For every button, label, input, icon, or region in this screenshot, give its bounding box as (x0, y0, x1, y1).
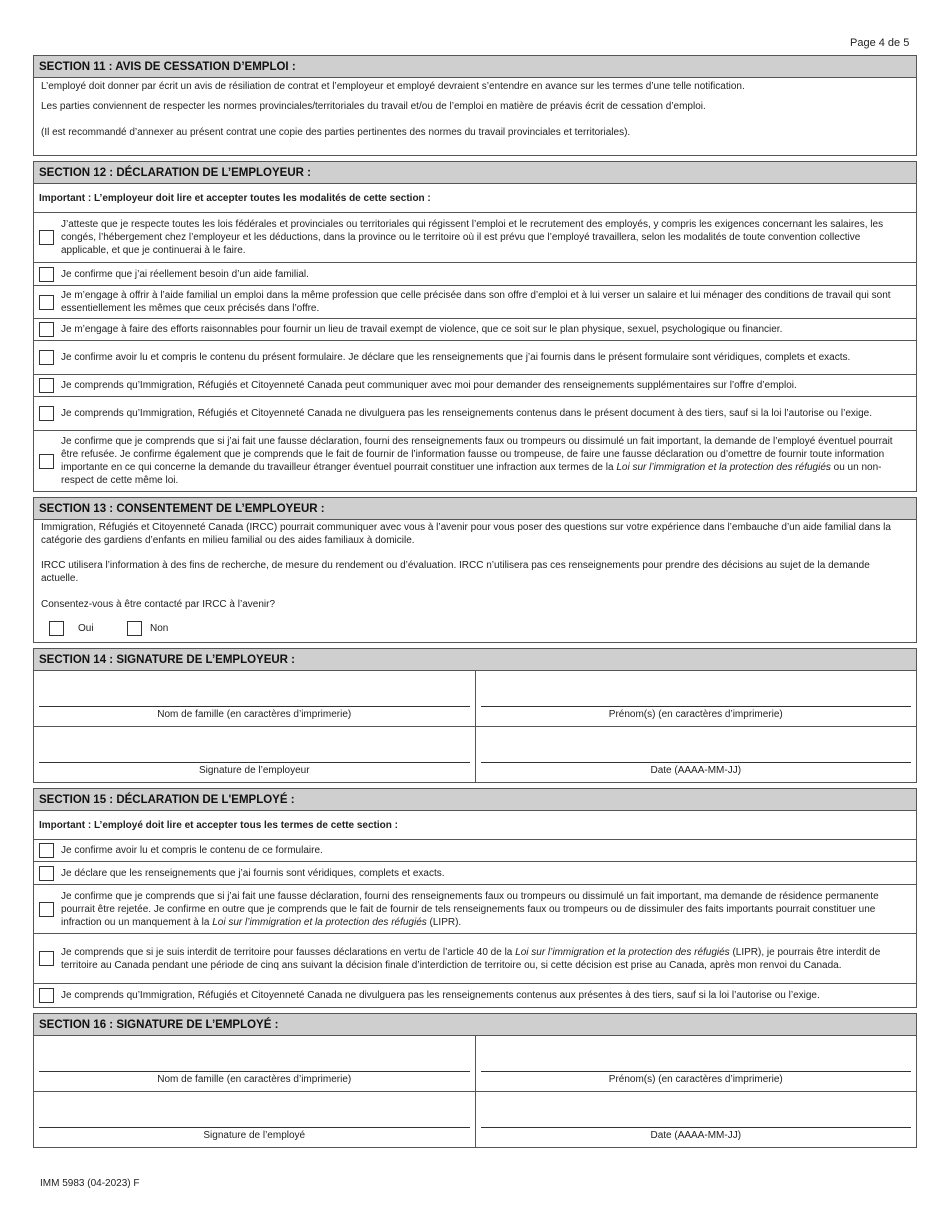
declaration-text: Je déclare que les renseignements que j’ai fournis sont véridiques, complets et exacts. (61, 867, 445, 879)
field-line (481, 1127, 912, 1128)
field-label: Nom de famille (en caractères d’imprimerie) (157, 1074, 352, 1085)
section-12 (33, 161, 917, 492)
employee-first-name-field[interactable] (475, 1036, 917, 1091)
section-12-title: SECTION 12 : DÉCLARATION DE L’EMPLOYEUR : (34, 162, 916, 184)
section-13-title: SECTION 13 : CONSENTEMENT DE L’EMPLOYEUR : (34, 498, 916, 520)
section-16-title: SECTION 16 : SIGNATURE DE L’EMPLOYÉ : (34, 1014, 916, 1036)
section-12-important: Important : L’employeur doit lire et accepter toutes les modalités de cette section : (34, 184, 916, 213)
section-11-para-2: Les parties conviennent de respecter les normes provinciales/territoriales du travail et/ou de l’emploi en matière de préavis écrit de cessation d’emploi. (41, 101, 706, 112)
declaration-text: Je comprends qu’Immigration, Réfugiés et Citoyenneté Canada ne divulguera pas les renseignements contenus dans le présent document à des tiers, sauf si la loi l’autorise ou l’exige. (61, 408, 873, 419)
employee-declaration-row (34, 840, 916, 862)
checkbox[interactable] (39, 295, 54, 310)
checkbox[interactable] (39, 988, 54, 1003)
section-11-para-3: (Il est recommandé d’annexer au présent contrat une copie des parties pertinentes des normes du travail provinciales et territoriales). (41, 127, 631, 138)
declaration-text: J’atteste que je respecte toutes les lois fédérales et provinciales ou territoriales qui régissent l’emploi et le recrutement des employés, y compris les exigences concernant les salaires, les congés, l’hébergement chez l’employeur et les déductions, dans la province ou le territoire où il est prévu que l’employé travaillera, selon les modalités de toute convention collective applicable, et que je continuerai à le faire. (61, 219, 884, 256)
field-label: Date (AAAA-MM-JJ) (650, 1130, 742, 1141)
checkbox[interactable] (39, 350, 54, 365)
declaration-text: Je m’engage à offrir à l’aide familial un emploi dans la même profession que celle précisée dans son offre d’emploi et à lui verser un salaire et lui ménager des conditions de travail qui sont essentiellement les mêmes que ceux précisés dans l’offre. (61, 290, 891, 314)
form-code: IMM 5983 (04-2023) F (40, 1178, 140, 1189)
field-line (39, 1127, 470, 1128)
section-13 (33, 497, 917, 643)
declaration-text: Je m’engage à faire des efforts raisonnables pour fournir un lieu de travail exempt de violence, que ce soit sur le plan physique, sexuel, psychologique ou financier. (61, 324, 783, 335)
field-line (481, 706, 912, 707)
section-11-para-1: L’employé doit donner par écrit un avis de résiliation de contrat et l’employeur et employé devraient s’entendre en avance sur les termes d’une telle notification. (41, 81, 745, 92)
declaration-text: Je comprends que si je suis interdit de territoire pour fausses déclarations en vertu de l’article 40 de la Loi sur l’immigration et la protection des réfugiés (LIPR), je pourrais être interdit de territoire au Canada pendant une période de cinq ans suivant la décision finale d’interdiction de territoire ou, si cette décision est prise au Canada, après mon renvoi du Canada. (61, 946, 881, 971)
section-15-title: SECTION 15 : DÉCLARATION DE L'EMPLOYÉ : (34, 789, 916, 811)
field-label: Prénom(s) (en caractères d’imprimerie) (608, 1074, 783, 1085)
field-label: Nom de famille (en caractères d’imprimerie) (157, 709, 352, 720)
employer-declaration-row (34, 319, 916, 341)
name-row (34, 1036, 916, 1092)
employer-declaration-row (34, 213, 916, 263)
employee-signature-field[interactable] (34, 1092, 475, 1148)
checkbox[interactable] (39, 322, 54, 337)
checkbox[interactable] (39, 406, 54, 421)
signature-row (34, 1092, 916, 1148)
consent-no-checkbox[interactable] (127, 621, 142, 636)
section-14-title: SECTION 14 : SIGNATURE DE L’EMPLOYEUR : (34, 649, 916, 671)
field-line (39, 706, 470, 707)
employer-declaration-row (34, 341, 916, 375)
field-line (481, 1071, 912, 1072)
field-line (481, 762, 912, 763)
employer-first-name-field[interactable] (475, 671, 917, 726)
checkbox[interactable] (39, 267, 54, 282)
section-14 (33, 648, 917, 783)
consent-no-label: Non (150, 623, 169, 634)
employee-declaration-row (34, 885, 916, 934)
declaration-text: Je confirme avoir lu et compris le contenu de ce formulaire. (61, 845, 323, 856)
checkbox[interactable] (39, 951, 54, 966)
declaration-text: Je confirme que j’ai réellement besoin d’un aide familial. (61, 268, 309, 280)
page-number: Page 4 de 5 (850, 37, 910, 49)
employee-declaration-row (34, 984, 916, 1007)
consent-question: Consentez-vous à être contacté par IRCC à l’avenir? (41, 599, 276, 610)
field-label: Prénom(s) (en caractères d’imprimerie) (608, 709, 783, 720)
employer-declaration-row (34, 397, 916, 431)
employer-declaration-row (34, 375, 916, 397)
consent-yes-checkbox[interactable] (49, 621, 64, 636)
declaration-text: Je confirme que je comprends que si j’ai fait une fausse déclaration, fourni des renseignements faux ou trompeurs ou dissimulé un fait important, ma demande de résidence permanente pourrait être rejetée. Je confirme en outre que je comprends que le fait de fournir de tels renseignements faux ou trompeurs ou de dissimuler des faits importants pourrait constituer une infraction ou un manquement à la Loi sur l’immigration et la protection des réfugiés (LIPR). (61, 890, 879, 928)
field-label: Signature de l’employeur (198, 765, 310, 776)
section-13-para-2: IRCC utilisera l’information à des fins de recherche, de mesure du rendement ou d’évaluation. IRCC n’utilisera pas ces renseignements pour prendre des décisions au sujet de la demande actuelle. (41, 560, 870, 584)
employer-signature-field[interactable] (34, 727, 475, 783)
declaration-text: Je confirme que je comprends que si j’ai fait une fausse déclaration, fourni des renseignements faux ou trompeurs ou dissimulé un fait important, la demande de l’employé éventuel pourrait être refusée. Je confirme également que je comprends que le fait de fournir de l’information fausse ou trompeuse, de faire une fausse déclaration ou d’omettre de fournir toute information importante en ce qui concerne la demande du travailleur étranger éventuel pourrait constituer une infraction aux termes de la Loi sur l’immigration et la protection des réfugiés ou un non-respect de cette même loi. (61, 436, 893, 486)
employee-date-field[interactable] (475, 1092, 917, 1148)
field-label: Signature de l’employé (203, 1130, 306, 1141)
employee-declaration-row (34, 934, 916, 984)
checkbox[interactable] (39, 902, 54, 917)
field-line (39, 762, 470, 763)
section-11 (33, 55, 917, 156)
declaration-text: Je comprends qu’Immigration, Réfugiés et Citoyenneté Canada peut communiquer avec moi pour demander des renseignements supplémentaires sur l’offre d’emploi. (61, 380, 797, 391)
declaration-text: Je confirme avoir lu et compris le contenu du présent formulaire. Je déclare que les renseignements que j’ai fournis dans le présent formulaire sont véridiques, complets et exacts. (61, 352, 851, 363)
checkbox[interactable] (39, 230, 54, 245)
consent-yes-label: Oui (78, 623, 94, 634)
checkbox[interactable] (39, 378, 54, 393)
employer-declaration-row (34, 263, 916, 286)
field-label: Date (AAAA-MM-JJ) (650, 765, 742, 776)
checkbox[interactable] (39, 843, 54, 858)
section-15 (33, 788, 917, 1008)
employer-last-name-field[interactable] (34, 671, 475, 726)
section-15-important: Important : L’employé doit lire et accepter tous les termes de cette section : (34, 811, 916, 840)
section-11-title: SECTION 11 : AVIS DE CESSATION D’EMPLOI : (34, 56, 916, 78)
checkbox[interactable] (39, 866, 54, 881)
employer-declaration-row (34, 431, 916, 491)
section-16 (33, 1013, 917, 1148)
employer-date-field[interactable] (475, 727, 917, 783)
checkbox[interactable] (39, 454, 54, 469)
name-row (34, 671, 916, 727)
employer-declaration-row (34, 286, 916, 319)
employee-last-name-field[interactable] (34, 1036, 475, 1091)
field-line (39, 1071, 470, 1072)
signature-row (34, 727, 916, 783)
section-13-para-1: Immigration, Réfugiés et Citoyenneté Canada (IRCC) pourrait communiquer avec vous à l’avenir pour vous poser des questions sur votre expérience dans l’embauche d’un aide familial dans la catégorie des gardiens d’enfants en milieu familial ou des aides familiaux à domicile. (41, 522, 891, 546)
declaration-text: Je comprends qu’Immigration, Réfugiés et Citoyenneté Canada ne divulguera pas les renseignements contenus aux présentes à des tiers, sauf si la loi l’autorise ou l’exige. (61, 990, 820, 1001)
employee-declaration-row (34, 862, 916, 885)
